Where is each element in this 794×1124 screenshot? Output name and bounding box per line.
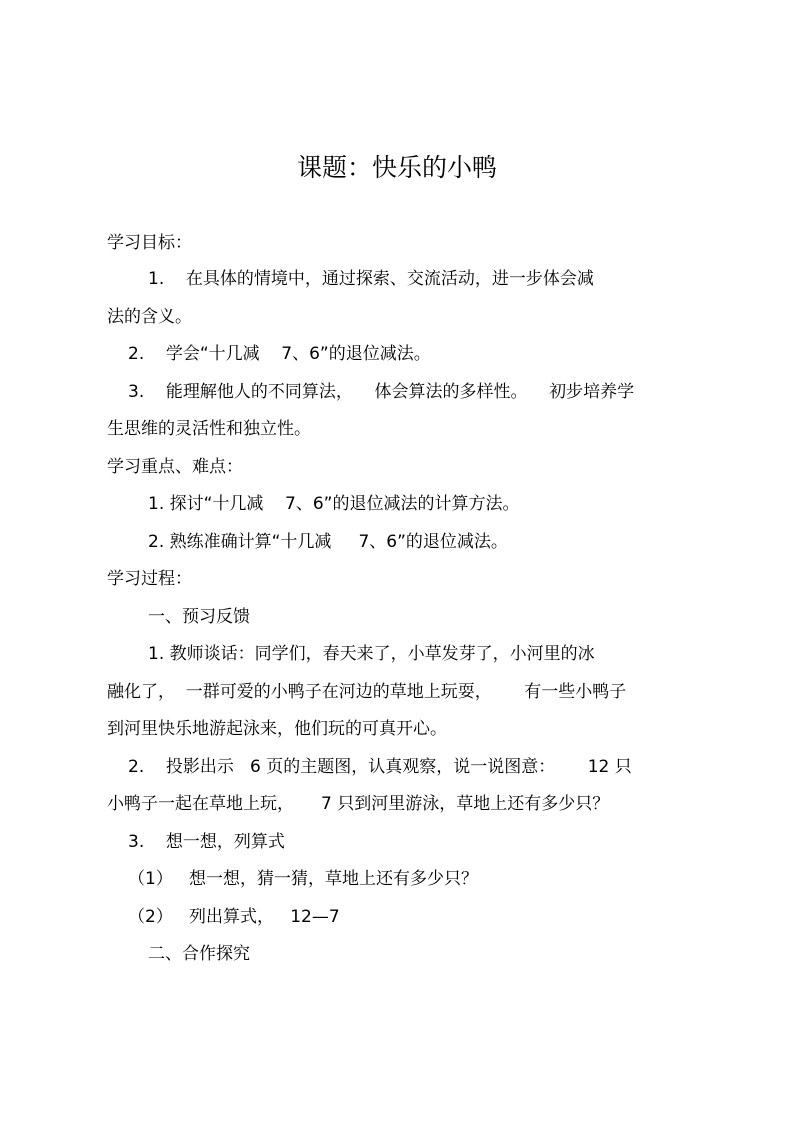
- section-2-heading: 二、合作探究: [148, 944, 250, 964]
- process-1-line-2: 融化了， 一群可爱的小鸭子在河边的草地上玩耍， 有一些小鸭子: [107, 682, 627, 702]
- key-point-2: 2. 熟练准确计算“十几减 7、6”的退位减法。: [148, 532, 508, 552]
- process-1-line-1: 1. 教师谈话：同学们，春天来了，小草发芽了，小河里的冰: [148, 644, 595, 664]
- heading-process: 学习过程：: [107, 569, 192, 589]
- goal-3-line-1: 3. 能理解他人的不同算法， 体会算法的多样性。 初步培养学: [128, 382, 635, 402]
- page-title: 课题：快乐的小鸭: [296, 153, 497, 182]
- goal-2: 2. 学会“十几减 7、6”的退位减法。: [128, 344, 431, 364]
- heading-key-points: 学习重点、难点：: [107, 457, 243, 477]
- heading-learning-goals: 学习目标：: [107, 233, 192, 253]
- key-point-1: 1. 探讨“十几减 7、6”的退位减法的计算方法。: [148, 494, 520, 514]
- process-3-sub-1: （1） 想一想，猜一猜，草地上还有多少只？: [128, 869, 479, 889]
- goal-1-line-2: 法的含义。: [107, 307, 192, 327]
- process-3-sub-2: （2） 列出算式， 12—7: [128, 907, 340, 927]
- section-1-heading: 一、预习反馈: [148, 607, 250, 627]
- process-3: 3. 想一想，列算式: [128, 832, 285, 852]
- process-2-line-2: 小鸭子一起在草地上玩， 7 只到河里游泳，草地上还有多少只？: [107, 794, 610, 814]
- process-2-line-1: 2. 投影出示 6 页的主题图，认真观察，说一说图意： 12 只: [128, 757, 632, 777]
- goal-3-line-2: 生思维的灵活性和独立性。: [107, 419, 311, 439]
- process-1-line-3: 到河里快乐地游起泳来，他们玩的可真开心。: [107, 719, 447, 739]
- goal-1-line-1: 1. 在具体的情境中，通过探索、交流活动，进一步体会减: [148, 269, 594, 289]
